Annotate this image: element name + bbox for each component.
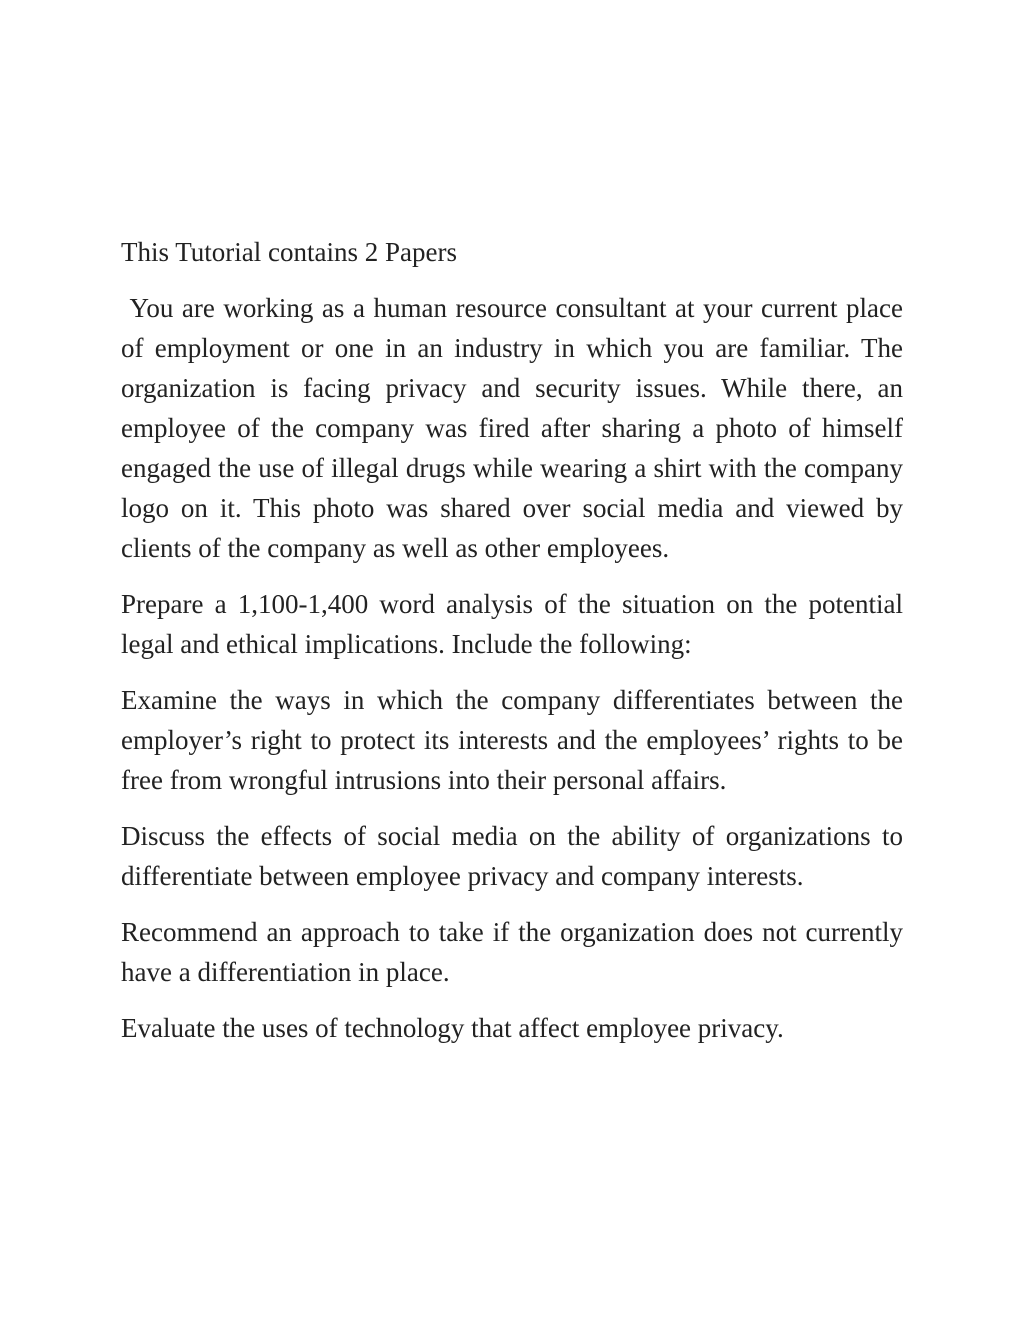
requirement-paragraph: Recommend an approach to take if the organization does not currently have a differentiation in place.: [121, 917, 903, 987]
document-heading: This Tutorial contains 2 Papers: [121, 237, 457, 267]
requirement-paragraph: Evaluate the uses of technology that affect employee privacy.: [121, 1013, 784, 1043]
prompt-paragraph: Prepare a 1,100-1,400 word analysis of the situation on the potential legal and ethical implications. Include the following:: [121, 589, 903, 659]
intro-paragraph: You are working as a human resource consultant at your current place of employment or one in an industry in which you are familiar. The organization is facing privacy and security issues. While there, an employee of the company was fired after sharing a photo of himself engaged the use of illegal drugs while wearing a shirt with the company logo on it. This photo was shared over social media and viewed by clients of the company as well as other employees.: [121, 293, 910, 563]
document-body: [121, 232, 910, 1064]
requirement-paragraph: Examine the ways in which the company differentiates between the employer’s right to protect its interests and the employees’ rights to be free from wrongful intrusions into their personal affairs.: [121, 685, 903, 795]
requirement-paragraph: Discuss the effects of social media on the ability of organizations to differentiate between employee privacy and company interests.: [121, 821, 903, 891]
